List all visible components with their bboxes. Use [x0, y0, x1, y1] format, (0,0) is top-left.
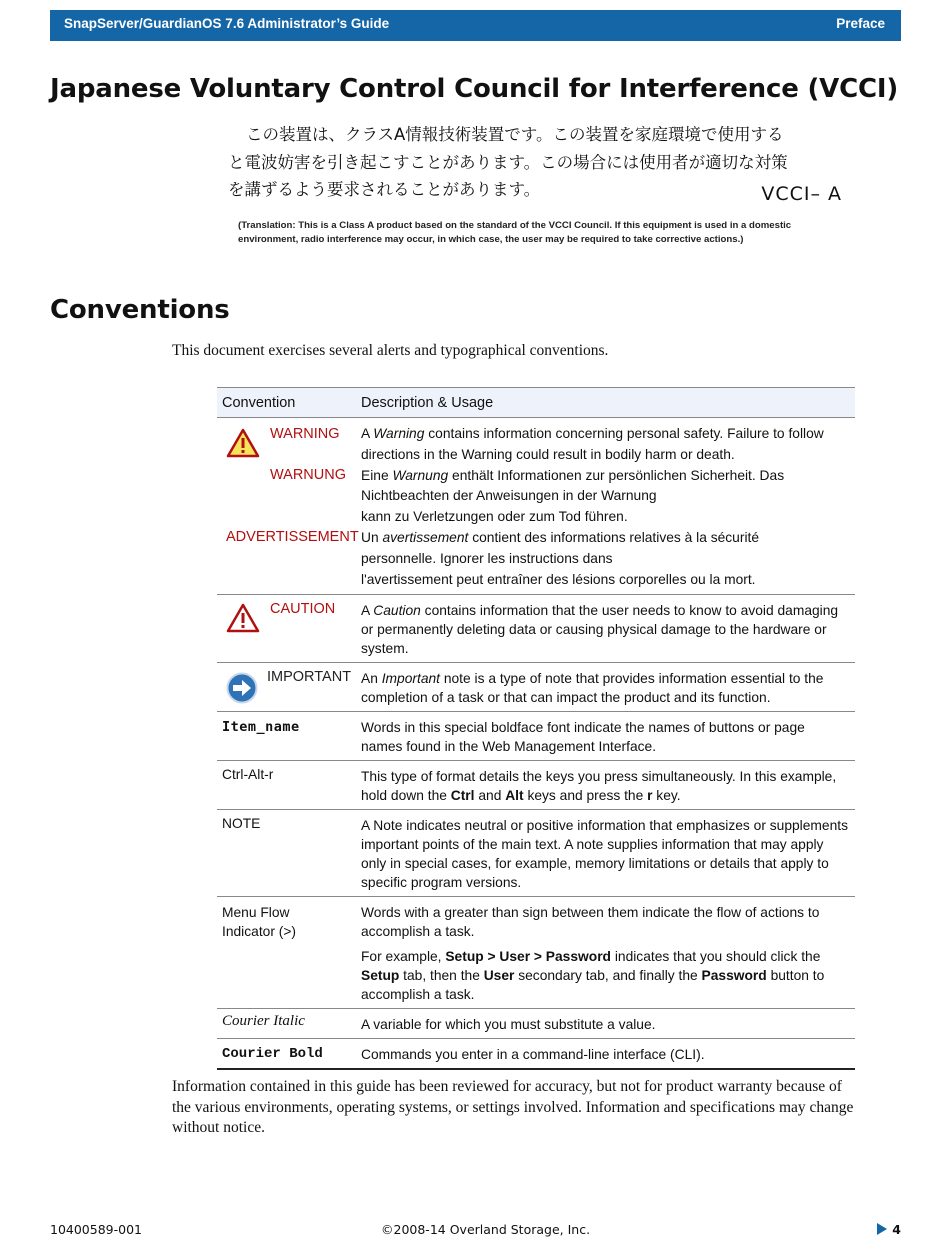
table-row-important: [217, 663, 855, 712]
copyright-notice: ©2008-14 Overland Storage, Inc.: [381, 1222, 591, 1237]
table-row-courier-italic: [217, 1009, 855, 1039]
caution-label: CAUTION: [270, 601, 336, 618]
warnung-label: WARNUNG: [270, 467, 346, 483]
table-row-courier-bold: [217, 1039, 855, 1070]
conventions-heading: Conventions: [50, 295, 230, 325]
vcci-translation: (Translation: This is a Class A product based on the standard of the VCCI Council. If this equipment is used in a domestic environment, radio interference may occur, in which case, the user may be required to take corrective actions.): [238, 220, 792, 245]
important-description: An Important note is a type of note that provides information essential to the completion of a task or that can impact the product and its function.: [356, 663, 855, 712]
column-header-description: Description & Usage: [356, 388, 855, 418]
next-page-arrow-icon[interactable]: [877, 1223, 887, 1235]
japanese-line-2: と電波妨害を引き起こすことがあります。この場合には使用者が適切な対策: [228, 152, 788, 172]
vcci-heading: Japanese Voluntary Control Council for Interference (VCCI): [50, 74, 898, 104]
menu-flow-description: Words with a greater than sign between them indicate the flow of actions to accomplish a task. For example, Setup > User > Password indicates that you should click the Setup tab, then the User secondary tab, and finally the Password button to accomplish a task.: [356, 897, 855, 1009]
courier-italic-label: Courier Italic: [222, 1013, 305, 1030]
conventions-intro: This document exercises several alerts and typographical conventions.: [172, 342, 609, 359]
table-row-menu-flow: [217, 897, 855, 1009]
section-name: Preface: [836, 16, 885, 31]
table-header-row: [217, 388, 855, 418]
advertissement-label: ADVERTISSEMENT: [226, 529, 359, 545]
keys-description: This type of format details the keys you press simultaneously. In this example, hold down the Ctrl and Alt keys and press the r key.: [356, 761, 855, 810]
courier-bold-label: Courier Bold: [222, 1046, 323, 1063]
warning-triangle-icon: [226, 428, 260, 461]
courier-italic-description: A variable for which you must substitute a value.: [356, 1009, 855, 1039]
disclaimer-paragraph: Information contained in this guide has been reviewed for accuracy, but not for product warranty because of the various environments, operating systems, or settings involved. Information and specifications may change without notice.: [172, 1078, 854, 1136]
warning-label: WARNING: [270, 426, 340, 442]
column-header-convention: Convention: [217, 388, 356, 418]
guide-title: SnapServer/GuardianOS 7.6 Administrator’s Guide: [64, 16, 390, 31]
item-name-label: Item_name: [222, 719, 300, 736]
item-name-description: Words in this special boldface font indicate the names of buttons or page names found in the Web Management Interface.: [356, 712, 855, 761]
caution-triangle-icon: [226, 603, 260, 636]
warning-description: A Warning contains information concerning personal safety. Failure to follow directions in the Warning could result in bodily harm or death. Eine Warnung enthält Informationen zur persönlichen Sicherheit. Das Nichtbeachten der Anweisungen in der Warnung kann zu Verletzungen oder zum Tod führen. Un avertissement contient des informations relatives à la sécurité personnelle. Ignorer les instructions dans l'avertissement peut entraîner des lésions corporelles ou la mort.: [356, 418, 855, 595]
table-row-warning: [217, 418, 855, 595]
table-row-keys: [217, 761, 855, 810]
table-row-note: [217, 810, 855, 897]
keys-label: Ctrl-Alt-r: [222, 767, 274, 783]
caution-description: A Caution contains information that the user needs to know to avoid damaging or permanently deleting data or causing physical damage to the hardware or system.: [356, 595, 855, 663]
conventions-table: [217, 387, 855, 1070]
table-row-item-name: [217, 712, 855, 761]
courier-bold-description: Commands you enter in a command-line interface (CLI).: [356, 1039, 855, 1070]
vcci-japanese-notice: [228, 121, 842, 204]
note-description: A Note indicates neutral or positive information that emphasizes or supplements important points of the main text. A note supplies information that may apply only in special cases, for example, memory limitations or details that apply to specific program versions.: [356, 810, 855, 897]
menu-flow-label-line-1: Menu Flow: [222, 905, 290, 921]
japanese-line-3: を講ずるよう要求されることがあります。: [228, 180, 541, 199]
vcci-class-mark: VCCI– A: [761, 183, 842, 205]
arrow-circle-icon: [226, 672, 258, 707]
japanese-line-1: この装置は、クラスA情報技術装置です。この装置を家庭環境で使用する: [246, 125, 784, 144]
important-label: IMPORTANT: [267, 669, 352, 686]
page-number[interactable]: 4: [877, 1222, 901, 1237]
table-row-caution: [217, 595, 855, 663]
document-number: 10400589-001: [50, 1222, 142, 1237]
page-header-bar: [50, 10, 901, 41]
menu-flow-label-line-2: Indicator (>): [222, 924, 296, 940]
note-label: NOTE: [222, 816, 261, 832]
